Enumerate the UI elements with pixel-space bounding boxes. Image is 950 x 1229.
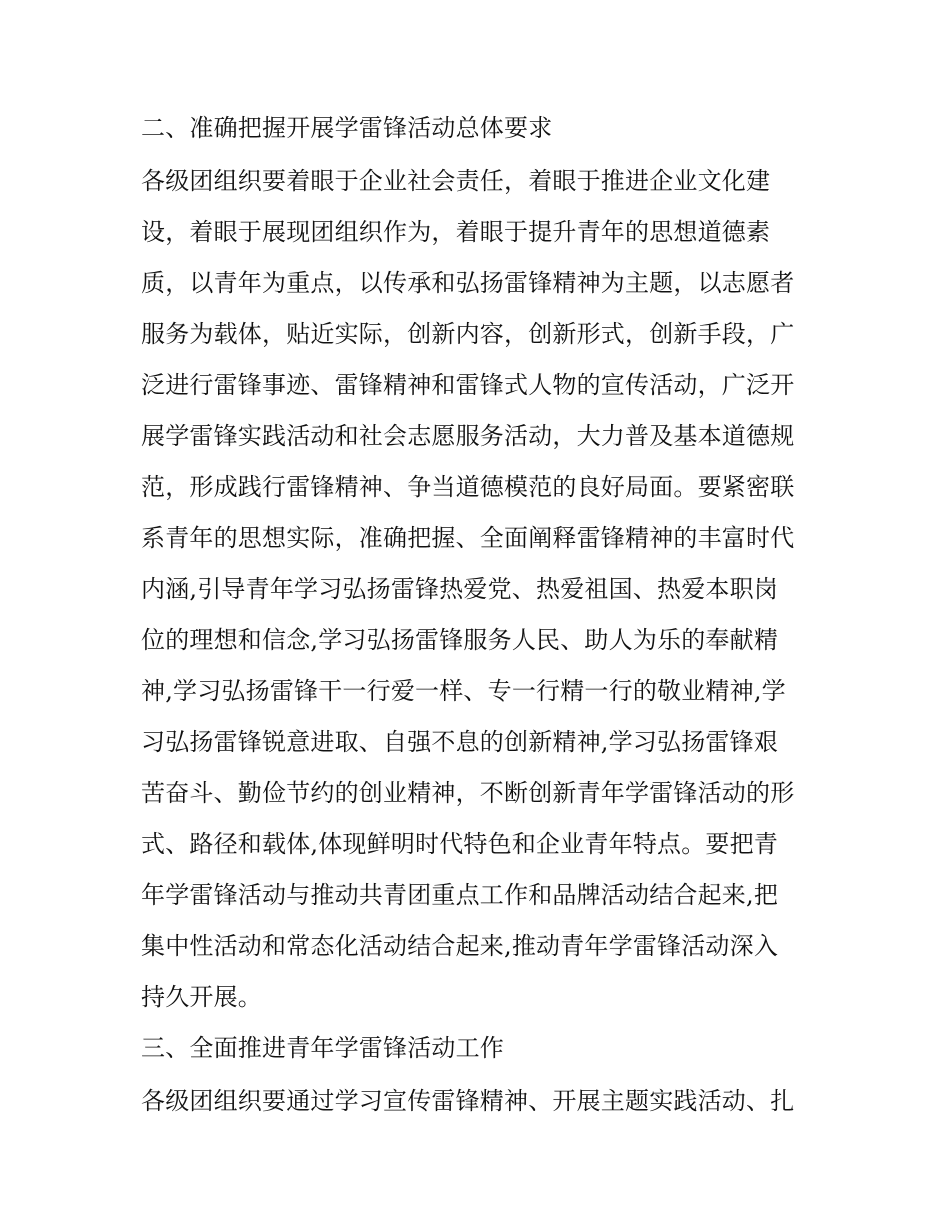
paragraph-line: 质，以青年为重点，以传承和弘扬雷锋精神为主题，以志愿者 [141, 269, 795, 297]
paragraph-line: 泛进行雷锋事迹、雷锋精神和雷锋式人物的宣传活动，广泛开 [141, 371, 795, 399]
paragraph-line: 各级团组织要着眼于企业社会责任，着眼于推进企业文化建 [141, 167, 771, 195]
paragraph-line: 服务为载体，贴近实际，创新内容，创新形式，创新手段，广 [141, 320, 795, 348]
paragraph-line: 内涵,引导青年学习弘扬雷锋热爱党、热爱祖国、热爱本职岗 [141, 575, 779, 603]
paragraph-line: 各级团组织要通过学习宣传雷锋精神、开展主题实践活动、扎 [141, 1087, 795, 1115]
paragraph-line: 式、路径和载体,体现鲜明时代特色和企业青年特点。要把青 [141, 830, 779, 858]
paragraph-line: 位的理想和信念,学习弘扬雷锋服务人民、助人为乐的奉献精 [141, 626, 779, 654]
paragraph-line: 集中性活动和常态化活动结合起来,推动青年学雷锋活动深入 [141, 932, 779, 960]
paragraph-line: 苦奋斗、勤俭节约的创业精神，不断创新青年学雷锋活动的形 [141, 779, 795, 807]
paragraph-line: 设，着眼于展现团组织作为，着眼于提升青年的思想道德素 [141, 218, 771, 246]
section-heading: 三、全面推进青年学雷锋活动工作 [141, 1034, 504, 1062]
paragraph-line: 展学雷锋实践活动和社会志愿服务活动，大力普及基本道德规 [141, 422, 795, 450]
paragraph-line: 年学雷锋活动与推动共青团重点工作和品牌活动结合起来,把 [141, 881, 779, 909]
section-heading: 二、准确把握开展学雷锋活动总体要求 [141, 114, 553, 142]
paragraph-line: 持久开展。 [141, 983, 262, 1011]
paragraph-line: 范，形成践行雷锋精神、争当道德模范的良好局面。要紧密联 [141, 473, 795, 501]
paragraph-line: 神,学习弘扬雷锋干一行爱一样、专一行精一行的敬业精神,学 [141, 677, 786, 705]
paragraph-line: 系青年的思想实际，准确把握、全面阐释雷锋精神的丰富时代 [141, 524, 795, 552]
paragraph-line: 习弘扬雷锋锐意进取、自强不息的创新精神,学习弘扬雷锋艰 [141, 728, 779, 756]
